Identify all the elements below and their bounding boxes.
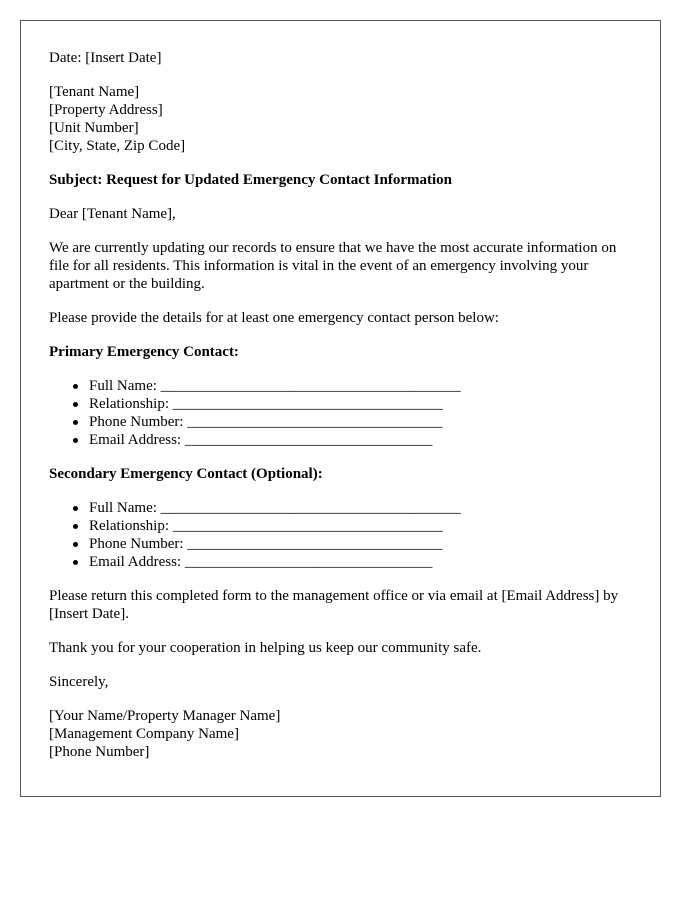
salutation: Dear [Tenant Name],: [49, 206, 176, 222]
closing: Sincerely,: [49, 674, 109, 690]
secondary-contact-fields: [49, 499, 632, 571]
primary-full-name-field: Full Name: ________________________________________: [89, 377, 632, 395]
secondary-contact-heading: Secondary Emergency Contact (Optional):: [49, 466, 323, 482]
recipient-property-address: [Property Address]: [49, 102, 163, 118]
secondary-phone-number-field: Phone Number: __________________________________: [89, 535, 632, 553]
recipient-name: [Tenant Name]: [49, 84, 140, 100]
secondary-full-name-field: Full Name: ________________________________________: [89, 499, 632, 517]
recipient-unit-number: [Unit Number]: [49, 120, 139, 136]
primary-contact-heading: Primary Emergency Contact:: [49, 344, 239, 360]
subject-line: Subject: Request for Updated Emergency Contact Information: [49, 172, 453, 188]
recipient-address-block: [49, 83, 632, 155]
signature-phone: [Phone Number]: [49, 744, 150, 760]
letter-page: [20, 20, 661, 797]
date-text: Date: [Insert Date]: [49, 50, 162, 66]
primary-phone-number-field: Phone Number: __________________________________: [89, 413, 632, 431]
recipient-city-state-zip: [City, State, Zip Code]: [49, 138, 186, 154]
date-line: [49, 49, 632, 67]
thanks-paragraph: Thank you for your cooperation in helping us keep our community safe.: [49, 640, 482, 656]
signature-name: [Your Name/Property Manager Name]: [49, 708, 281, 724]
intro-paragraph: We are currently updating our records to ensure that we have the most accurate information on file for all residents. This information is vital in the event of an emergency involving your apartment or the building.: [49, 240, 617, 292]
primary-relationship-field: Relationship: ____________________________________: [89, 395, 632, 413]
primary-contact-fields: [49, 377, 632, 449]
secondary-relationship-field: Relationship: ____________________________________: [89, 517, 632, 535]
signature-block: [49, 707, 632, 761]
request-paragraph: Please provide the details for at least one emergency contact person below:: [49, 310, 499, 326]
primary-email-address-field: Email Address: _________________________________: [89, 431, 632, 449]
secondary-email-address-field: Email Address: _________________________________: [89, 553, 632, 571]
return-instructions-paragraph: Please return this completed form to the management office or via email at [Email Address] by [Insert Date].: [49, 588, 619, 622]
signature-company: [Management Company Name]: [49, 726, 239, 742]
